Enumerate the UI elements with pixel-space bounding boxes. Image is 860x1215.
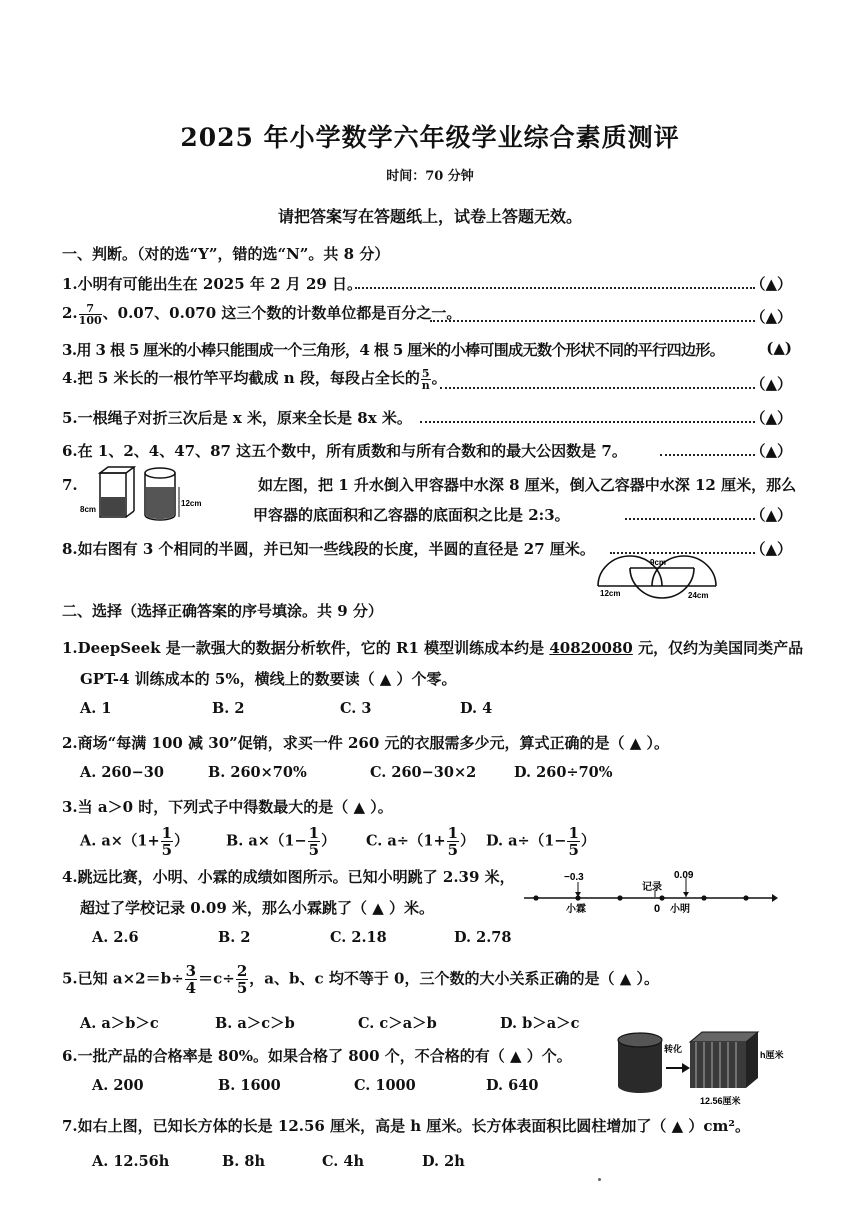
- cylinder-to-cuboid-figure: [610, 1030, 800, 1110]
- option-b: B. 2: [212, 700, 245, 717]
- label-ming: 小明: [670, 904, 690, 915]
- fraction: $\frac{1}{5}$: [308, 824, 320, 859]
- part2-q2: 2.商场“每满 100 减 30”促销，求买一件 260 元的衣服需多少元，算式正确的是（ ▲ ）。: [62, 734, 670, 752]
- option-a: A. a×（1+ $\frac{1}{5}$ ）: [80, 824, 189, 859]
- label-lin: 小霖: [566, 904, 586, 915]
- part2-q7: 7.如右上图，已知长方体的长是 12.56 厘米，高是 h 厘米。长方体表面积比圆柱增加了（ ▲ ）cm²。: [62, 1117, 750, 1135]
- label-neg: −0.3: [564, 872, 584, 883]
- option-d: D. 640: [486, 1077, 539, 1094]
- length-label: 12cm: [600, 589, 621, 598]
- q-end: 。: [431, 369, 447, 387]
- option-a: A. 2.6: [92, 929, 139, 946]
- part1-q7-number: 7.: [62, 476, 78, 494]
- part1-q2: [62, 302, 461, 326]
- part1-q7-line1: 如左图，把 1 升水倒入甲容器中水深 8 厘米，倒入乙容器中水深 12 厘米，那么: [258, 476, 797, 494]
- answer-mark: （▲）: [750, 409, 792, 427]
- underlined-number: 40820080: [549, 639, 633, 657]
- height-label: h厘米: [760, 1050, 784, 1060]
- option-d: D. a÷（1− $\frac{1}{5}$ ）: [486, 824, 596, 859]
- semicircles-figure: [592, 552, 732, 604]
- answer-mark: （▲）: [750, 540, 792, 558]
- q-text: 1.DeepSeek 是一款强大的数据分析软件，它的 R1 模型训练成本约是: [62, 639, 550, 657]
- dot-leader: [440, 387, 755, 389]
- part2-q5: 5.已知 a×2＝b÷ $\frac{3}{4}$ ＝c÷ $\frac{2}{5}$ ，a、b、c 均不等于 0，三个数的大小关系正确的是（ ▲ ）。: [62, 962, 659, 997]
- depth-label-b: 12cm: [181, 499, 202, 508]
- part1-q3: 3.用 3 根 5 厘米的小棒只能围成一个三角形，4 根 5 厘米的小棒可围成无数个形状不同的平行四边形。: [62, 341, 725, 359]
- option-d: D. 4: [460, 700, 493, 717]
- fraction: $\frac{1}{5}$: [447, 824, 459, 859]
- option-c: C. a÷（1+ $\frac{1}{5}$ ）: [366, 824, 475, 859]
- q-text: 4.把 5 米长的一根竹竿平均截成 n 段，每段占全长的: [62, 369, 420, 387]
- option-b: B. 1600: [218, 1077, 281, 1094]
- option-b: B. 8h: [222, 1153, 265, 1170]
- dot-leader: [355, 287, 755, 289]
- option-c: C. c＞a＞b: [358, 1015, 437, 1032]
- option-c: C. 2.18: [330, 929, 387, 946]
- option-d: D. b＞a＞c: [500, 1015, 580, 1032]
- option-b: B. 2: [218, 929, 251, 946]
- part1-heading: 一、判断。（对的选“Y”，错的选“N”。共 8 分）: [62, 245, 390, 263]
- fraction: $\frac{3}{4}$: [185, 962, 197, 997]
- option-b: B. 260×70%: [208, 764, 307, 781]
- option-d: D. 260÷70%: [514, 764, 613, 781]
- dot-leader: [660, 454, 755, 456]
- q-text: 、0.07、0.070 这三个数的计数单位都是百分之一。: [102, 304, 462, 322]
- exam-notice: 请把答案写在答题纸上，试卷上答题无效。: [277, 207, 582, 226]
- number-line-figure: [522, 868, 780, 918]
- part1-q7-line2: 甲容器的底面积和乙容器的底面积之比是 2:3。: [253, 506, 570, 524]
- part2-q1-line1: [62, 637, 803, 658]
- dot-leader: [625, 518, 755, 520]
- option-a: A. 1: [80, 700, 112, 717]
- option-a: A. 260−30: [80, 764, 164, 781]
- part2-q6: 6.一批产品的合格率是 80%。如果合格了 800 个，不合格的有（ ▲ ）个。: [62, 1047, 572, 1065]
- part2-q4-line1: 4.跳远比赛，小明、小霖的成绩如图所示。已知小明跳了 2.39 米，: [62, 868, 515, 886]
- answer-mark: （▲）: [750, 442, 792, 460]
- part1-q8: 8.如右图有 3 个相同的半圆，并已知一些线段的长度，半圆的直径是 27 厘米。: [62, 540, 595, 558]
- part2-q1-line2: GPT-4 训练成本的 5%，横线上的数要读（ ▲ ）个零。: [80, 670, 457, 688]
- answer-mark: （▲）: [750, 375, 792, 393]
- dot-leader: [430, 320, 755, 322]
- option-c: C. 4h: [322, 1153, 365, 1170]
- length-label: 24cm: [688, 591, 709, 600]
- page-title: 2025 年小学数学六年级学业综合素质测评: [180, 123, 680, 152]
- length-label: 12.56厘米: [700, 1096, 741, 1106]
- part2-heading: 二、选择（选择正确答案的序号填涂。共 9 分）: [62, 602, 383, 620]
- label-pos: 0.09: [674, 870, 694, 881]
- convert-label: 转化: [664, 1044, 683, 1054]
- fraction: $\frac{1}{5}$: [161, 824, 173, 859]
- answer-mark: （▲）: [750, 275, 792, 293]
- part2-q4-line2: 超过了学校记录 0.09 米，那么小霖跳了（ ▲ ）米。: [80, 899, 434, 917]
- length-label: 9cm: [650, 558, 667, 567]
- option-b: B. a＞c＞b: [215, 1015, 295, 1032]
- answer-mark: （▲）: [750, 308, 792, 326]
- q-number: 2.: [62, 304, 78, 322]
- option-d: D. 2h: [422, 1153, 465, 1170]
- containers-figure: [80, 465, 210, 527]
- option-c: C. 1000: [354, 1077, 416, 1094]
- answer-mark: （▲）: [750, 506, 792, 524]
- option-a: A. a＞b＞c: [80, 1015, 159, 1032]
- fraction: $\frac{1}{5}$: [568, 824, 579, 859]
- part1-q1: 1.小明有可能出生在 2025 年 2 月 29 日。: [62, 275, 363, 293]
- dot-leader: [420, 421, 755, 423]
- part2-q3: 3.当 a＞0 时，下列式子中得数最大的是（ ▲ ）。: [62, 798, 393, 816]
- option-c: C. 3: [340, 700, 372, 717]
- part1-q4: [62, 367, 447, 391]
- exam-time: 时间：70 分钟: [386, 169, 474, 184]
- scan-speck: [598, 1178, 601, 1181]
- option-b: B. a×（1− $\frac{1}{5}$ ）: [226, 824, 336, 859]
- part1-q5: 5.一根绳子对折三次后是 x 米，原来全长是 8x 米。: [62, 409, 412, 427]
- q-text: 元，仅约为美国同类产品: [632, 639, 804, 657]
- label-zero: 0: [654, 903, 661, 915]
- option-a: A. 200: [92, 1077, 144, 1094]
- depth-label-a: 8cm: [80, 505, 97, 514]
- part1-q6: 6.在 1、2、4、47、87 这五个数中，所有质数和与所有合数和的最大公因数是 7。: [62, 442, 627, 460]
- label-record: 记录: [642, 882, 662, 893]
- fraction: $\frac{5}{n}$: [421, 366, 430, 392]
- fraction: $\frac{7}{100}$: [78, 301, 102, 327]
- option-d: D. 2.78: [454, 929, 512, 946]
- fraction: $\frac{2}{5}$: [236, 962, 248, 997]
- answer-mark: (▲): [766, 339, 792, 357]
- option-c: C. 260−30×2: [370, 764, 477, 781]
- option-a: A. 12.56h: [92, 1153, 170, 1170]
